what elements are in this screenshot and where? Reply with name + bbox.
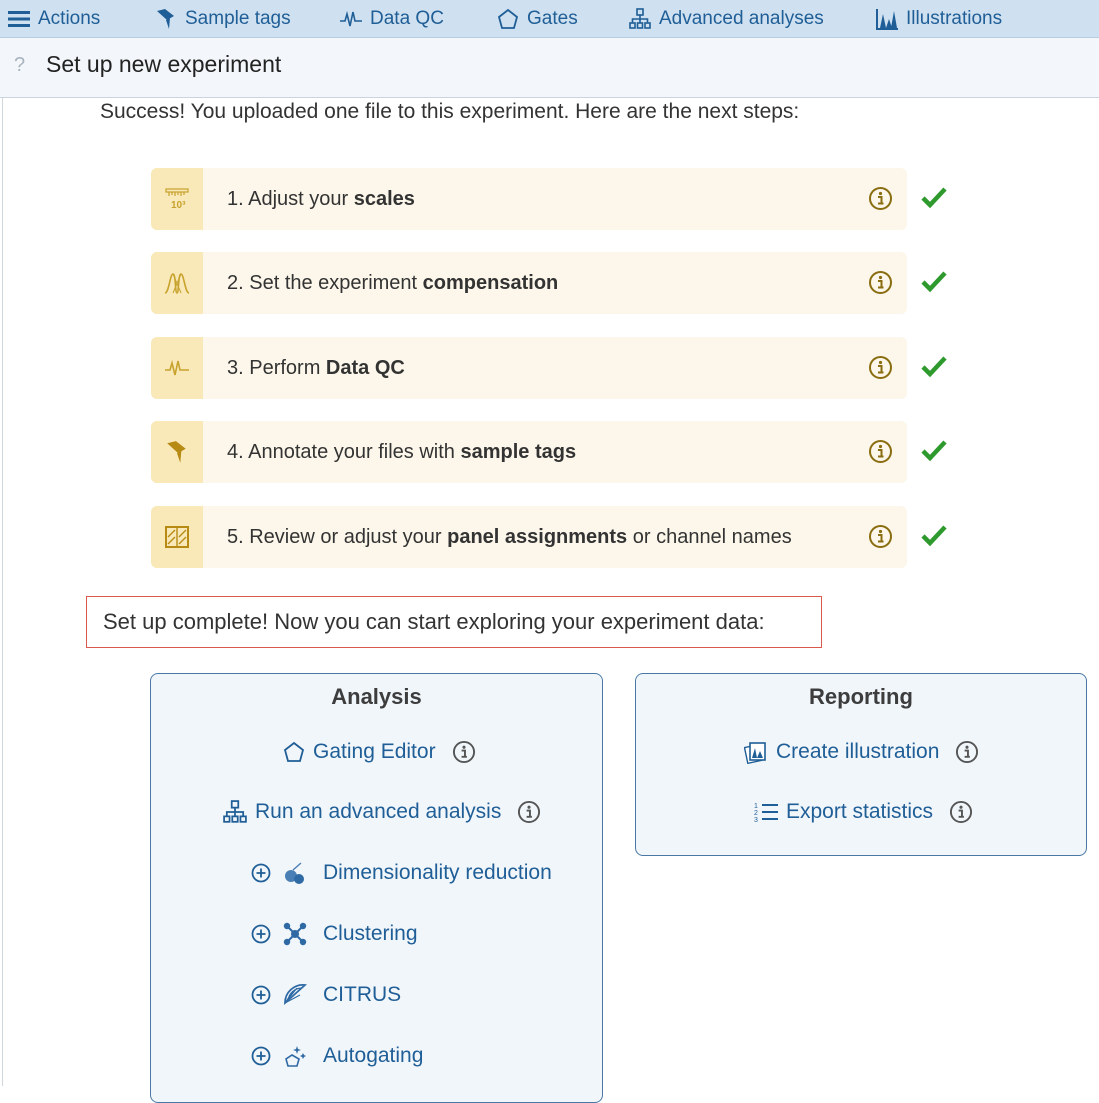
nav-gates-label: Gates [527, 8, 578, 29]
scales-ruler-icon [151, 168, 203, 230]
citrus-slice-icon [283, 983, 307, 1007]
autogating-icon [283, 1044, 307, 1068]
step-row-scales[interactable] [151, 168, 907, 230]
step-text-sample-tags: 4. Annotate your files with sample tags [227, 440, 577, 463]
setup-complete-message: Set up complete! Now you can start exploring your experiment data: [86, 596, 822, 648]
svg-text:1: 1 [754, 803, 758, 810]
expand-plus-icon[interactable] [251, 985, 271, 1005]
histogram-icon [876, 8, 898, 30]
top-nav [0, 0, 1099, 38]
gating-editor-label: Gating Editor [313, 740, 436, 763]
check-icon [921, 437, 947, 463]
citrus-label: CITRUS [323, 983, 402, 1006]
info-icon[interactable] [949, 800, 973, 824]
info-icon[interactable] [868, 270, 893, 295]
nav-illustrations-label: Illustrations [906, 8, 1003, 29]
analysis-panel [150, 673, 603, 1103]
nav-actions[interactable] [8, 0, 100, 38]
gating-editor-link[interactable] [283, 740, 476, 764]
page-title: Set up new experiment [46, 51, 282, 77]
info-icon[interactable] [868, 439, 893, 464]
page-header [0, 38, 1099, 98]
step-text-compensation: 2. Set the experiment compensation [227, 271, 559, 294]
check-icon [921, 268, 947, 294]
nav-data-qc[interactable] [340, 0, 444, 38]
info-icon[interactable] [868, 524, 893, 549]
step-text-panel-assignments: 5. Review or adjust your panel assignments or channel names [227, 525, 792, 548]
info-icon[interactable] [452, 740, 476, 764]
run-advanced-analysis-link[interactable] [223, 800, 541, 824]
autogating-label: Autogating [323, 1044, 424, 1067]
info-icon[interactable] [955, 740, 979, 764]
expand-plus-icon[interactable] [251, 863, 271, 883]
dimensionality-reduction-label: Dimensionality reduction [323, 861, 552, 884]
info-icon[interactable] [868, 186, 893, 211]
svg-text:10³: 10³ [171, 200, 186, 211]
expand-plus-icon[interactable] [251, 924, 271, 944]
success-message: Success! You uploaded one file to this experiment. Here are the next steps: [100, 100, 800, 123]
reporting-panel [635, 673, 1087, 856]
nav-gates[interactable] [497, 0, 578, 38]
expand-plus-icon[interactable] [251, 1046, 271, 1066]
nav-sample-tags-label: Sample tags [185, 8, 291, 29]
hierarchy-icon [629, 8, 651, 30]
info-icon[interactable] [868, 355, 893, 380]
nav-illustrations[interactable] [876, 0, 1002, 38]
hamburger-menu-icon [8, 10, 30, 28]
autogating-link[interactable] [251, 1044, 423, 1068]
sample-tags-icon [151, 421, 203, 483]
pentagon-icon [497, 8, 519, 30]
nav-advanced-analyses[interactable] [629, 0, 824, 38]
nav-advanced-analyses-label: Advanced analyses [659, 8, 824, 29]
help-icon[interactable]: ? [14, 54, 26, 76]
info-icon[interactable] [517, 800, 541, 824]
svg-text:2: 2 [754, 810, 758, 817]
export-statistics-link[interactable] [754, 800, 973, 824]
compensation-icon [151, 252, 203, 314]
nav-actions-label: Actions [38, 8, 101, 29]
illustration-stack-icon [744, 740, 768, 764]
check-icon [921, 522, 947, 548]
check-icon [921, 184, 947, 210]
analysis-title: Analysis [331, 684, 422, 709]
step-row-compensation[interactable] [151, 252, 907, 314]
nav-sample-tags[interactable] [155, 0, 291, 38]
tag-icon [155, 8, 177, 30]
step-row-data-qc[interactable] [151, 337, 907, 399]
numbered-list-icon [754, 800, 778, 824]
run-advanced-analysis-label: Run an advanced analysis [255, 800, 502, 823]
citrus-link[interactable] [251, 983, 401, 1007]
dimensionality-reduction-link[interactable] [251, 861, 552, 885]
dimensionality-reduction-icon [283, 861, 307, 885]
panel-assignments-icon [151, 506, 203, 568]
step-text-data-qc: 3. Perform Data QC [227, 356, 405, 379]
create-illustration-label: Create illustration [776, 740, 940, 763]
nav-data-qc-label: Data QC [370, 8, 444, 29]
clustering-link[interactable] [251, 922, 418, 946]
step-row-panel-assignments[interactable] [151, 506, 907, 568]
pulse-icon [340, 10, 362, 28]
hierarchy-icon [223, 800, 247, 824]
data-qc-icon [151, 337, 203, 399]
reporting-title: Reporting [809, 684, 913, 709]
step-row-sample-tags[interactable] [151, 421, 907, 483]
export-statistics-label: Export statistics [786, 800, 934, 823]
check-icon [921, 353, 947, 379]
left-divider [2, 98, 3, 1086]
pentagon-icon [283, 741, 305, 763]
step-text-scales: 1. Adjust your scales [227, 187, 415, 210]
svg-text:3: 3 [754, 817, 758, 824]
clustering-label: Clustering [323, 922, 418, 945]
create-illustration-link[interactable] [744, 740, 979, 764]
clustering-icon [283, 922, 307, 946]
